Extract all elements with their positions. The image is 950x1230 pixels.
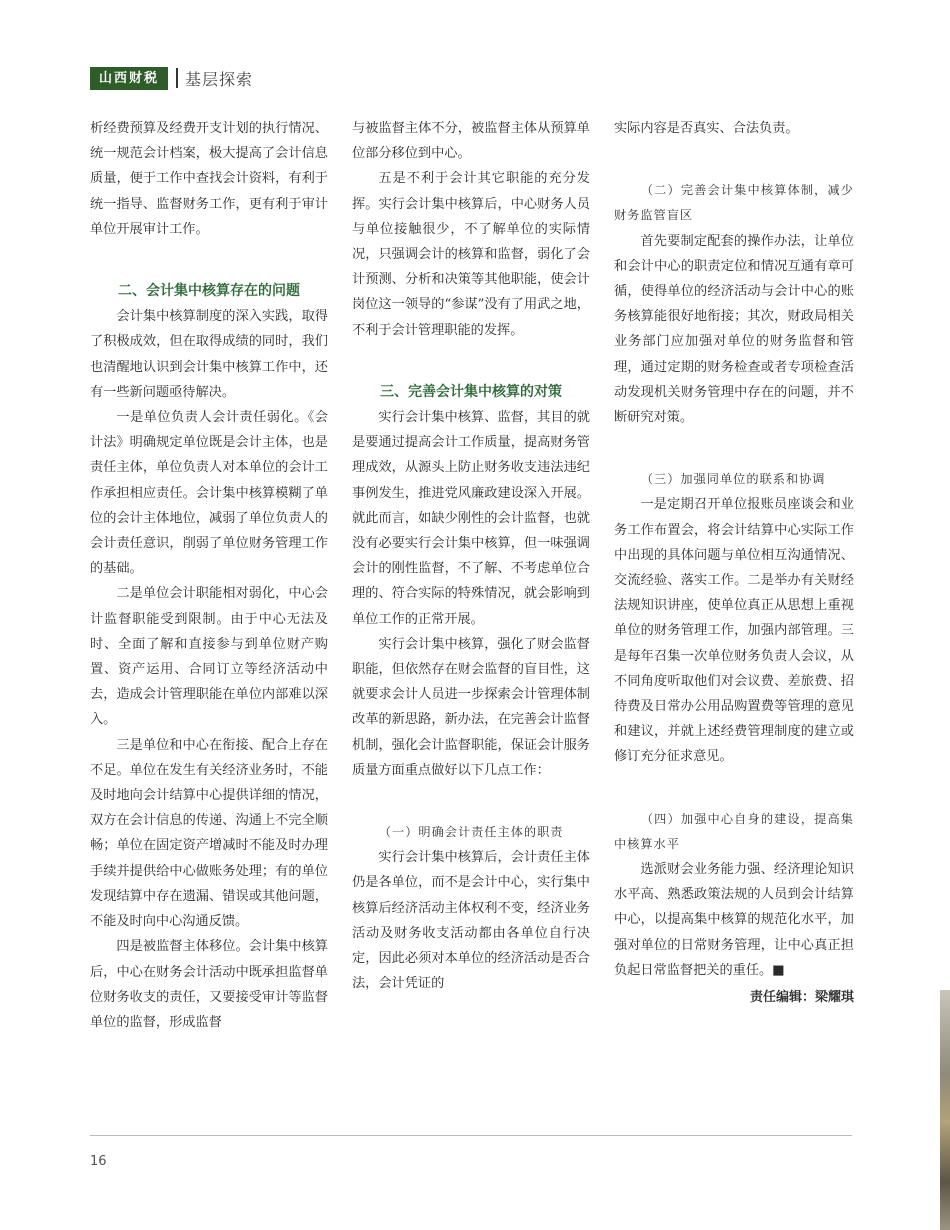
paragraph: 选派财会业务能力强、经济理论知识水平高、熟悉政策法规的人员到会计结算中心，以提高集中核算的规范化水平，加强对单位的日常财务管理，让中心真正担负起日常监督把关的重任。■ bbox=[614, 862, 854, 978]
subheading-2: （二）完善会计集中核算体制，减少财务监管盲区 bbox=[614, 183, 854, 223]
paragraph: 实行会计集中核算后，会计责任主体仍是各单位，而不是会计中心，实行集中核算后经济活动主体权利不变，经济业务活动及财务收支活动都由各单位自行决定，因此必须对本单位的经济活动是否合法，会计凭证的 bbox=[352, 850, 590, 992]
paragraph: 一是单位负责人会计责任弱化。《会计法》明确规定单位既是会计主体，也是责任主体，单位负责人对本单位的会计工作承担相应责任。会计集中核算模糊了单位的会计主体地位，减弱了单位负责人的会计责任意识，削弱了单位财务管理工作的基础。 bbox=[90, 410, 328, 577]
paragraph: 实行会计集中核算，强化了财会监督职能，但依然存在财会监督的盲目性，这就要求会计人员进一步探索会计管理体制改革的新思路，新办法，在完善会计监督机制，强化会计监督职能，保证会计服务质量方面重点做好以下几点工作： bbox=[352, 636, 590, 778]
responsible-editor: 责任编辑：梁耀琪 bbox=[749, 990, 854, 1006]
paragraph: 二是单位会计职能相对弱化，中心会计监督职能受到限制。由于中心无法及时、全面了解和直接参与到单位财产购置、资产运用、合同订立等经济活动中去，造成会计管理职能在单位内部难以深入。 bbox=[90, 586, 328, 728]
section-heading-3: 三、完善会计集中核算的对策 bbox=[380, 383, 562, 400]
page-number: 16 bbox=[90, 1154, 107, 1169]
edge-photo-strip bbox=[940, 990, 950, 1230]
magazine-logo: 山西财税 bbox=[90, 67, 168, 90]
column-1 bbox=[90, 116, 328, 1035]
column-2 bbox=[352, 116, 590, 997]
subheading-3: （三）加强同单位的联系和协调 bbox=[640, 472, 826, 487]
paragraph: 析经费预算及经费开支计划的执行情况、统一规范会计档案，极大提高了会计信息质量，便于工作中查找会计资料，有利于统一指导、监督财务工作，更有利于审计单位开展审计工作。 bbox=[90, 121, 328, 237]
paragraph: 实行会计集中核算、监督，其目的就是要通过提高会计工作质量，提高财务管理成效，从源头上防止财务收支违法违纪事例发生，推进党风廉政建设深入开展。就此而言，如缺少刚性的会计监督，也就没有必要实行会计集中核算，但一味强调会计的刚性监督，不了解、不考虑单位合理的、符合实际的特殊情况，就会影响到单位工作的正常开展。 bbox=[352, 410, 590, 627]
paragraph: 会计集中核算制度的深入实践，取得了积极成效，但在取得成绩的同时，我们也清醒地认识到会计集中核算工作中，还有一些新问题亟待解决。 bbox=[90, 309, 328, 400]
paragraph: 首先要制定配套的操作办法，让单位和会计中心的职责定位和情况互通有章可循，使得单位的经济活动与会计中心的账务核算能很好地衔接；其次，财政局相关业务部门应加强对单位的财务监督和管理，通过定期的财务检查或者专项检查活动发现机关财务管理中存在的问题，并不断研究对策。 bbox=[614, 233, 854, 426]
section-heading-2: 二、会计集中核算存在的问题 bbox=[118, 283, 300, 300]
subheading-4: （四）加强中心自身的建设，提高集中核算水平 bbox=[614, 811, 854, 851]
paragraph: 三是单位和中心在衔接、配合上存在不足。单位在发生有关经济业务时，不能及时地向会计结算中心提供详细的情况，双方在会计信息的传递、沟通上不完全顺畅；单位在固定资产增减时不能及时办理手续并提供给中心做账务处理；有的单位发现结算中存在遗漏、错误或其他问题，不能及时向中心沟通反馈。 bbox=[90, 737, 328, 930]
paragraph: 与被监督主体不分，被监督主体从预算单位部分移位到中心。 bbox=[352, 121, 590, 162]
column-3 bbox=[614, 116, 854, 1010]
section-name: 基层探索 bbox=[185, 69, 254, 89]
running-header bbox=[90, 66, 253, 90]
paragraph: 四是被监督主体移位。会计集中核算后，中心在财务会计活动中既承担监督单位财务收支的责任，又要接受审计等监督单位的监督，形成监督 bbox=[90, 939, 328, 1030]
paragraph: 实际内容是否真实、合法负责。 bbox=[614, 121, 799, 136]
header-divider bbox=[176, 68, 178, 88]
paragraph: 一是定期召开单位报账员座谈会和业务工作布置会，将会计结算中心实际工作中出现的具体问题与单位相互沟通情况、交流经验、落实工作。二是举办有关财经法规知识讲座，使单位真正从思想上重视单位的财务管理工作，加强内部管理。三是每年召集一次单位财务负责人会议，从不同角度听取他们对会议费、差旅费、招待费及日常办公用品购置费等管理的意见和建议，并就上述经费管理制度的建立或修订充分征求意见。 bbox=[614, 497, 854, 765]
paragraph: 五是不利于会计其它职能的充分发挥。实行会计集中核算后，中心财务人员与单位接触很少，不了解单位的实际情况，只强调会计的核算和监督，弱化了会计预测、分析和决策等其他职能，使会计岗位这一领导的“参谋”没有了用武之地，不利于会计管理职能的发挥。 bbox=[352, 171, 590, 338]
subheading-1: （一）明确会计责任主体的职责 bbox=[378, 825, 564, 840]
footer-divider bbox=[90, 1135, 852, 1136]
